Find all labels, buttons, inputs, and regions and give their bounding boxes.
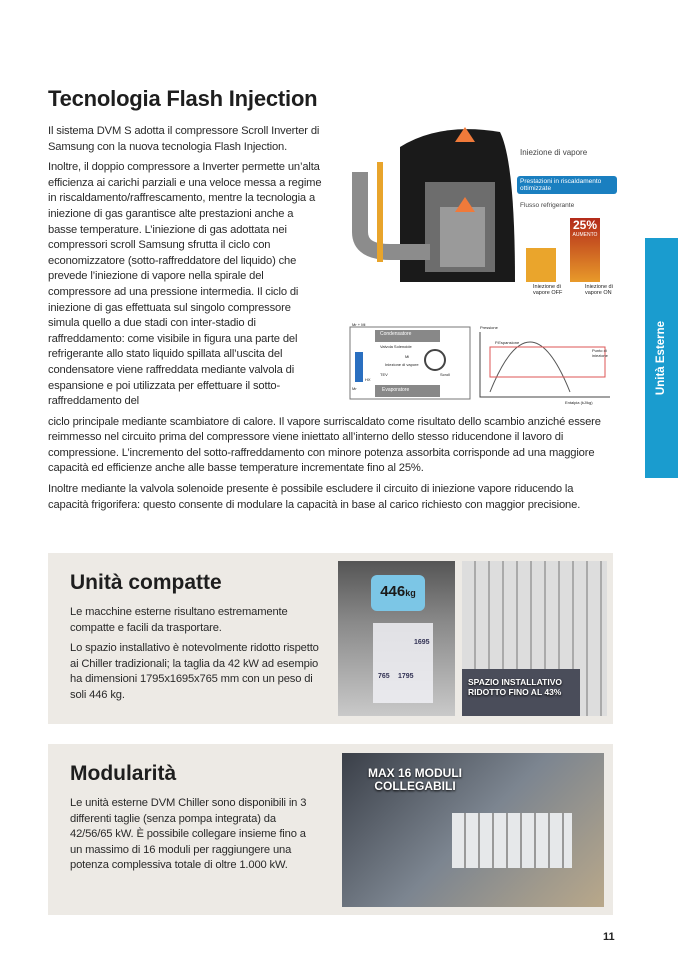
diagram-mi: Mi — [405, 354, 410, 359]
installation-photo — [462, 561, 607, 716]
body-text — [48, 415, 616, 514]
diagram-tev: TEV — [380, 372, 388, 377]
diagram-mr: Mr — [352, 386, 357, 391]
legend-on: Iniezione di vapore ON — [585, 284, 613, 296]
diagram-pressure: Pressione — [480, 325, 498, 330]
section-tab — [645, 238, 678, 478]
label-flow: Flusso refrigerante — [520, 202, 575, 209]
intro-paragraph: Il sistema DVM S adotta il compressore Scroll Inverter di Samsung con la nuova tecnologia Flash Injection. — [48, 125, 320, 153]
diagram-injection: Iniezione di vapore — [385, 362, 419, 367]
modules-grid — [452, 813, 572, 868]
diagram-scroll: Scroll — [440, 372, 451, 377]
compact-text — [70, 605, 320, 709]
diagram-condenser: Condensatore — [380, 331, 412, 337]
compact-paragraph: Lo spazio installativo è notevolmente ridotto rispetto ai Chiller tradizionali; la taglia da 42 kW ad esempio ha dimensioni 1795x1695x765 mm con un peso di soli 446 kg. — [70, 642, 319, 701]
compact-title: Unità compatte — [70, 571, 222, 594]
rooftop-photo — [342, 753, 604, 907]
weight-value: 446 — [380, 583, 406, 600]
modularity-title: Modularità — [70, 762, 177, 785]
compact-section — [48, 553, 613, 724]
dim-height: 1695 — [414, 639, 430, 646]
diagram-evaporator: Evaporatore — [382, 387, 410, 393]
dim-width: 1795 — [398, 673, 414, 680]
weight-unit: kg — [405, 588, 416, 598]
intro-text — [48, 124, 322, 410]
space-caption: SPAZIO INSTALLATIVO RIDOTTO FINO AL 43% — [468, 677, 562, 697]
modularity-section — [48, 744, 613, 915]
modularity-text — [70, 796, 320, 879]
diagram-p-expansion: P.Espansione — [495, 340, 520, 345]
diagram-valve: Valvola Solenoide — [380, 344, 412, 349]
intro-paragraph: Inoltre, il doppio compressore a Inverter permette un’alta efficienza ai carichi parziali e una veloce messa a regime in riscaldamento/raffrescamento, mentre la tecnologia a iniezione di gas garantisce alte prestazioni anche a basse temperature. L’iniezione di gas adottata nei compressori scroll Samsung sfrutta il ciclo con economizzatore (sotto-raffreddatore del liquido) che prevede l’iniezione di vapore nella spirale del compressore ad una pressione intermedia. Il ciclo di iniezione di gas effettuata sul singolo compressore simula quello a due stadi con inter-stadio di raffreddamento: come visibile in figura una parte del refrigerante allo stato liquido spillata all’uscita del condensatore viene raffreddata mediante valvola di espansione e poi utilizzata per effettuare il sotto-raffreddamento del — [48, 161, 322, 408]
body-paragraph: ciclo principale mediante scambiatore di calore. Il vapore surriscaldato come risultato dello scambio anziché essere reimmesso nel circuito prima del compressore viene iniettato all’interno dello stesso riducendone il lavoro di compressione. L’incremento del sotto-raffreddamento con minore potenza assorbita corrisponde ad una maggiore capacità ed efficienze anche alle basse temperature incrementate fino al 25%. — [48, 415, 601, 475]
modules-caption: MAX 16 MODULI COLLEGABILI — [367, 766, 462, 793]
diagram-hx: HX — [365, 377, 371, 382]
bar-off — [526, 248, 556, 282]
dim-depth: 765 — [378, 673, 390, 680]
page-number: 11 — [603, 931, 615, 943]
body-paragraph: Inoltre mediante la valvola solenoide presente è possibile escludere il circuito di iniezione vapore riducendo la capacità frigorifera: questo consente di modulare la capacità in base al carico richiesto con maggior precisione. — [48, 483, 581, 511]
label-injection: Iniezione di vapore — [520, 148, 588, 157]
diagram-enthalpy: Entalpia (kJ/kg) — [565, 400, 593, 405]
increase-label: AUMENTO — [572, 232, 598, 238]
modularity-paragraph: Le unità esterne DVM Chiller sono disponibili in 3 differenti taglie (senza pompa integrata) da 42/56/65 kW. È possibile collegare insieme fino a un massimo di 16 moduli per raggiungere una potenza complessiva totale di oltre 1.000 kW. — [70, 797, 307, 872]
legend-off: Iniezione di vapore OFF — [533, 284, 563, 296]
weight-icon — [371, 575, 425, 611]
unit-box — [373, 623, 433, 703]
diagram-mr-mi: Mr + Mi — [352, 322, 366, 327]
compressor-figure — [330, 122, 620, 405]
compact-paragraph: Le macchine esterne risultano estremamente compatte e facili da trasportare. — [70, 606, 288, 634]
badge-optimized: Prestazioni in riscaldamento ottimizzate — [517, 176, 617, 194]
diagram-injection-point: Punto di iniezione — [592, 348, 608, 358]
page-title: Tecnologia Flash Injection — [48, 86, 318, 111]
increase-value: 25% — [572, 218, 598, 232]
section-tab-label: Unità Esterne — [655, 320, 668, 396]
weight-photo — [338, 561, 455, 716]
bar-on — [570, 218, 600, 282]
